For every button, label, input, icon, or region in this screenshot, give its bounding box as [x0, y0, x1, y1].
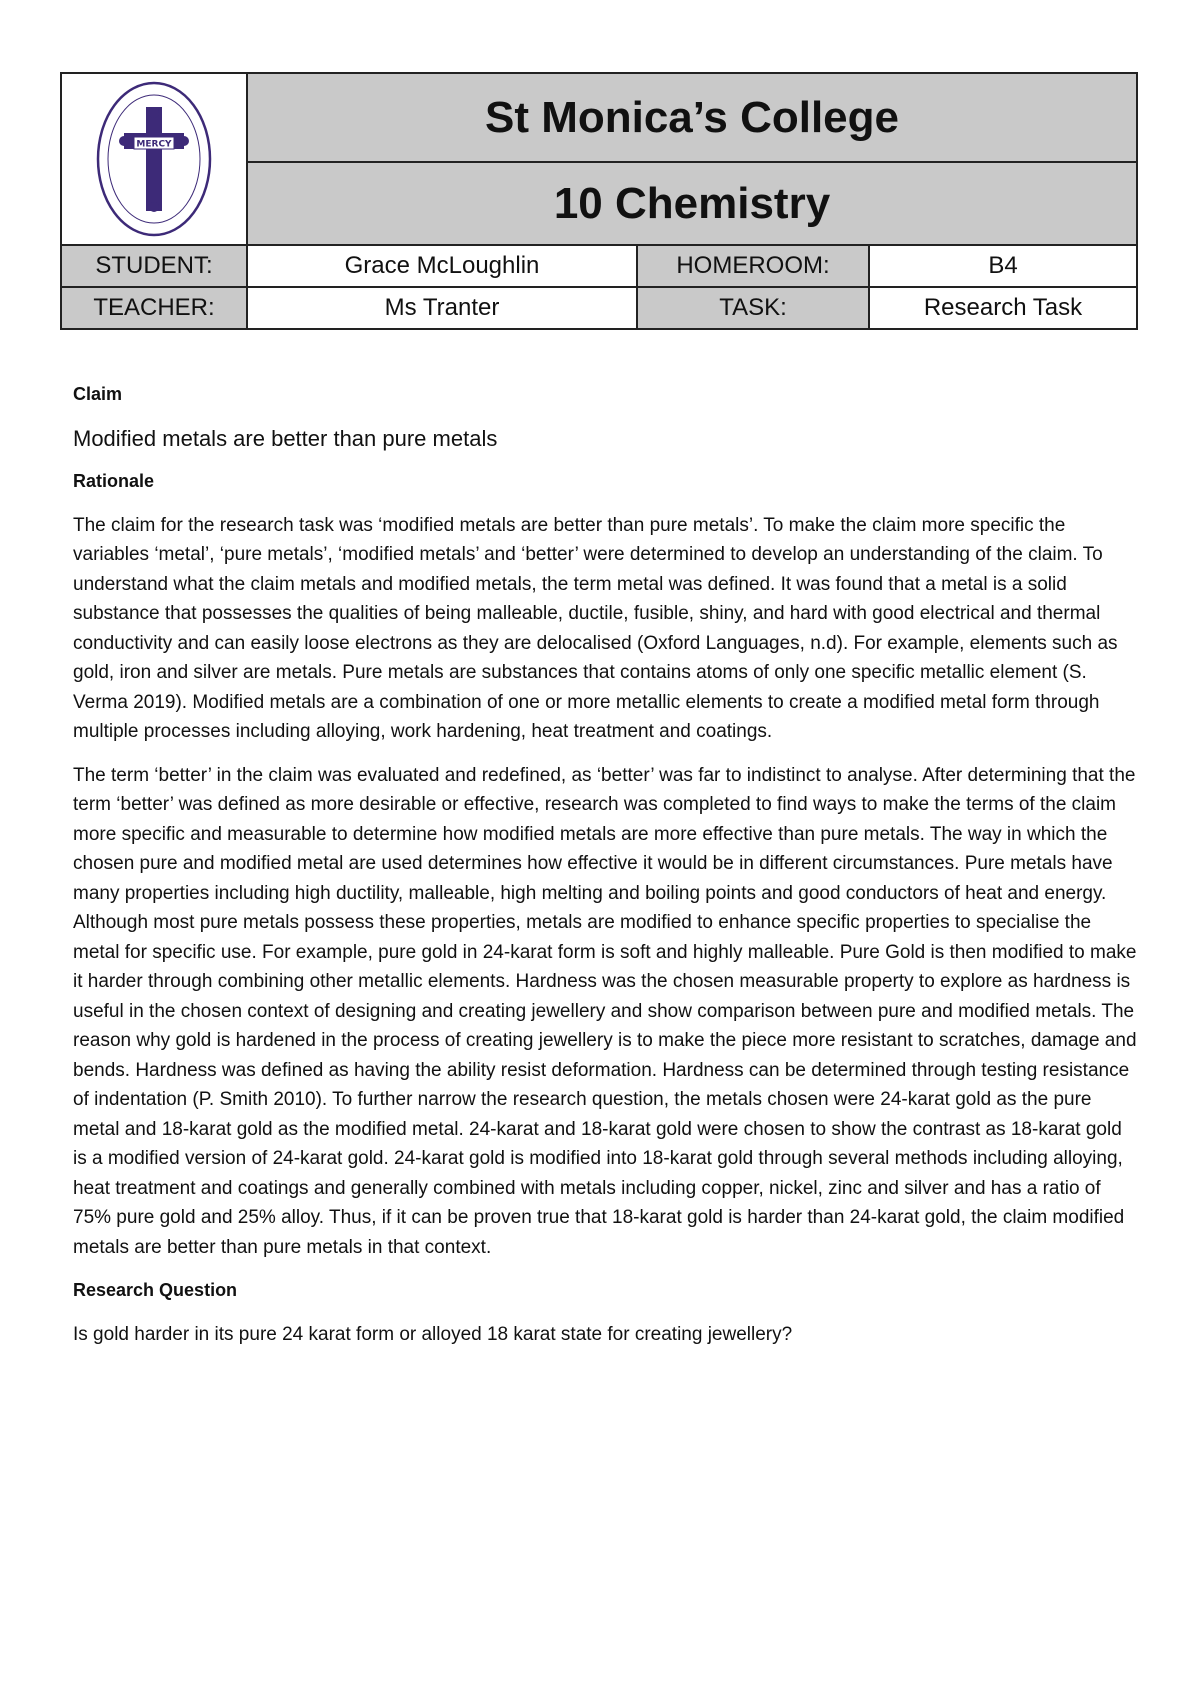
task-value: Research Task — [869, 287, 1137, 329]
research-question-text: Is gold harder in its pure 24 karat form or alloyed 18 karat state for creating jewellery? — [73, 1323, 793, 1345]
homeroom-value: B4 — [869, 245, 1137, 287]
rationale-paragraph-1: The claim for the research task was ‘modified metals are better than pure metals’. To make the claim more specific the variables ‘metal’, ‘pure metals’, ‘modified metals’ and ‘better’ were determined to develop an understanding of the claim. To understand what the claim metals and modified metals, the term metal was defined. It was found that a metal is a solid substance that possesses the qualities of being malleable, ductile, fusible, shiny, and hard with good electrical and thermal conductivity and can easily loose electrons as they are delocalised (Oxford Languages, n.d). For example, elements such as gold, iron and silver are metals. Pure metals are substances that contains atoms of only one specific metallic element (S. Verma 2019). Modified metals are a combination of one or more metallic elements to create a modified metal form through multiple processes including alloying, work hardening, heat treatment and coatings. — [73, 514, 1118, 742]
research-question-heading: Research Question — [73, 1280, 238, 1300]
college-logo-cell — [61, 73, 247, 245]
student-value: Grace McLoughlin — [247, 245, 637, 287]
logo-text: MERCY — [136, 139, 172, 150]
header-table — [60, 72, 1138, 330]
claim-heading: Claim — [73, 384, 123, 404]
college-name: St Monica’s College — [247, 73, 1137, 162]
teacher-value: Ms Tranter — [247, 287, 637, 329]
rationale-heading: Rationale — [73, 471, 155, 491]
document-body — [73, 380, 1137, 1363]
subject-title: 10 Chemistry — [247, 162, 1137, 245]
claim-text: Modified metals are better than pure metals — [73, 425, 498, 451]
student-label: STUDENT: — [61, 245, 247, 287]
rationale-paragraph-2: The term ‘better’ in the claim was evaluated and redefined, as ‘better’ was far to indistinct to analyse. After determining that the term ‘better’ was defined as more desirable or effective, research was completed to find ways to make the terms of the claim more specific and measurable to determine how modified metals are more effective than pure metals. The way in which the chosen pure and modified metal are used determines how effective it would be in different circumstances. Pure metals have many properties including high ductility, malleable, high melting and boiling points and good conductors of heat and energy. Although most pure metals possess these properties, metals are modified to enhance specific properties to specialise the metal for specific use. For example, pure gold in 24-karat form is soft and highly malleable. Pure Gold is then modified to make it harder through combining other metallic elements. Hardness was the chosen measurable property to explore as hardness is useful in the chosen context of designing and creating jewellery and show comparison between pure and modified metals. The reason why gold is hardened in the process of creating jewellery is to make the piece more resistant to scratches, damage and bends. Hardness was defined as having the ability resist deformation. Hardness can be determined through testing resistance of indentation (P. Smith 2010). To further narrow the research question, the metals chosen were 24-karat gold as the pure metal and 18-karat gold as the modified metal. 24-karat and 18-karat gold were chosen to show the contrast as 18-karat gold is a modified version of 24-karat gold. 24-karat gold is modified into 18-karat gold through several methods including alloying, heat treatment and coatings and generally combined with metals including copper, nickel, zinc and silver and has a ratio of 75% pure gold and 25% alloy. Thus, if it can be proven true that 18-karat gold is harder than 24-karat gold, the claim modified metals are better than pure metals in that context. — [73, 764, 1137, 1258]
teacher-label: TEACHER: — [61, 287, 247, 329]
task-label: TASK: — [637, 287, 869, 329]
college-crest-icon — [94, 79, 214, 239]
homeroom-label: HOMEROOM: — [637, 245, 869, 287]
